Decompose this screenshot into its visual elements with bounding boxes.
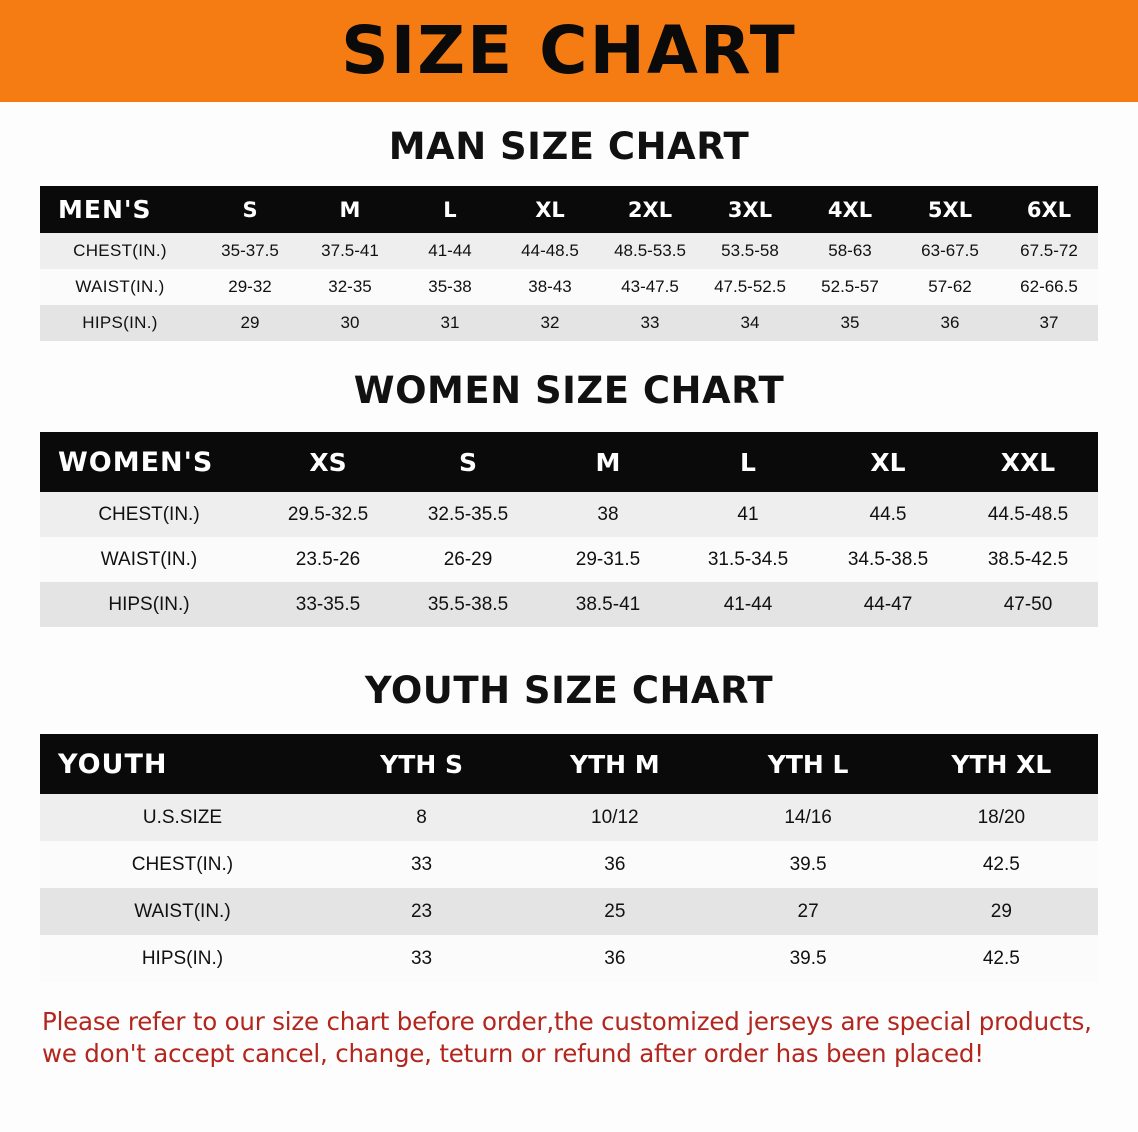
- women-cell: 44-47: [863, 593, 913, 615]
- youth-col-header: YTH XL: [905, 734, 1098, 794]
- women-cell: 38: [597, 503, 619, 525]
- table-row: [40, 537, 1098, 582]
- youth-cell: 39.5: [789, 853, 827, 875]
- men-col-header: 4XL: [800, 186, 900, 233]
- women-cell: 47-50: [1003, 593, 1053, 615]
- men-cell: 58-63: [828, 241, 872, 260]
- youth-row-label: U.S.SIZE: [142, 806, 223, 828]
- men-cell: 47.5-52.5: [714, 277, 786, 296]
- youth-cell: 33: [410, 853, 433, 875]
- disclaimer-note: [42, 1006, 1096, 1071]
- table-header-row: [40, 734, 1098, 794]
- youth-cell: 33: [410, 947, 433, 969]
- youth-table-head: [40, 734, 1098, 794]
- women-cell: 38.5-41: [575, 593, 641, 615]
- men-cell: 37: [1039, 313, 1059, 332]
- table-row: [40, 841, 1098, 888]
- men-cell: 32-35: [328, 277, 372, 296]
- women-col-header: XXL: [958, 432, 1098, 492]
- youth-size-table: [40, 734, 1098, 982]
- youth-cell: 10/12: [591, 806, 639, 828]
- women-cell: 31.5-34.5: [707, 548, 789, 570]
- table-row: [40, 935, 1098, 982]
- youth-row-label: HIPS(IN.): [141, 947, 224, 969]
- women-table-head: [40, 432, 1098, 492]
- women-cell: 35.5-38.5: [427, 593, 509, 615]
- men-corner-label: MEN'S: [40, 186, 200, 233]
- men-cell: 52.5-57: [821, 277, 879, 296]
- women-col-header: M: [538, 432, 678, 492]
- table-header-row: [40, 186, 1098, 233]
- men-col-header: 2XL: [600, 186, 700, 233]
- youth-cell: 27: [797, 900, 819, 922]
- women-row-label: CHEST(IN.): [98, 503, 200, 525]
- youth-row-label: WAIST(IN.): [134, 900, 231, 922]
- youth-table-body: [40, 794, 1098, 982]
- man-section-title: MAN SIZE CHART: [388, 125, 750, 168]
- youth-cell: 8: [416, 806, 427, 828]
- table-row: [40, 269, 1098, 305]
- men-col-header: M: [300, 186, 400, 233]
- men-cell: 34: [740, 313, 760, 332]
- table-row: [40, 492, 1098, 537]
- men-size-table: [40, 186, 1098, 341]
- women-corner-label: WOMEN'S: [40, 432, 258, 492]
- men-cell: 33: [640, 313, 660, 332]
- women-col-header: XS: [258, 432, 398, 492]
- men-row-label: CHEST(IN.): [73, 241, 167, 260]
- women-cell: 34.5-38.5: [847, 548, 929, 570]
- women-cell: 29.5-32.5: [287, 503, 369, 525]
- men-cell: 30: [340, 313, 360, 332]
- men-row-label: HIPS(IN.): [82, 313, 158, 332]
- men-cell: 29: [240, 313, 260, 332]
- page-banner: [0, 0, 1138, 102]
- men-table-body: [40, 233, 1098, 341]
- men-col-header: L: [400, 186, 500, 233]
- women-col-header: S: [398, 432, 538, 492]
- table-row: [40, 233, 1098, 269]
- women-cell: 26-29: [443, 548, 493, 570]
- men-cell: 32: [540, 313, 560, 332]
- men-cell: 48.5-53.5: [614, 241, 686, 260]
- table-row: [40, 305, 1098, 341]
- women-cell: 44.5: [869, 503, 907, 525]
- women-table-wrap: [40, 432, 1098, 627]
- men-cell: 57-62: [928, 277, 972, 296]
- table-row: [40, 582, 1098, 627]
- youth-cell: 18/20: [977, 806, 1026, 828]
- table-row: [40, 888, 1098, 935]
- youth-cell: 42.5: [982, 947, 1020, 969]
- youth-cell: 42.5: [982, 853, 1020, 875]
- women-size-table: [40, 432, 1098, 627]
- men-cell: 35-38: [428, 277, 472, 296]
- men-cell: 29-32: [228, 277, 272, 296]
- table-row: [40, 794, 1098, 841]
- youth-cell: 25: [604, 900, 626, 922]
- disclaimer-line-1: Please refer to our size chart before order,the customized jerseys are special products,: [42, 1007, 1092, 1036]
- youth-col-header: YTH M: [518, 734, 711, 794]
- men-cell: 35-37.5: [221, 241, 279, 260]
- women-cell: 33-35.5: [295, 593, 361, 615]
- women-cell: 44.5-48.5: [987, 503, 1069, 525]
- women-col-header: XL: [818, 432, 958, 492]
- disclaimer-line-2: we don't accept cancel, change, teturn or refund after order has been placed!: [42, 1039, 984, 1069]
- men-col-header: XL: [500, 186, 600, 233]
- men-cell: 37.5-41: [321, 241, 379, 260]
- men-cell: 67.5-72: [1020, 241, 1078, 260]
- men-col-header: 5XL: [900, 186, 1000, 233]
- women-cell: 41-44: [723, 593, 773, 615]
- women-col-header: L: [678, 432, 818, 492]
- youth-cell: 23: [410, 900, 433, 922]
- youth-corner-label: YOUTH: [40, 734, 325, 794]
- page-title: SIZE CHART: [341, 12, 797, 89]
- men-cell: 31: [440, 313, 460, 332]
- women-row-label: WAIST(IN.): [100, 548, 198, 570]
- men-cell: 35: [840, 313, 860, 332]
- women-row-label: HIPS(IN.): [108, 593, 190, 615]
- men-cell: 62-66.5: [1020, 277, 1078, 296]
- women-table-body: [40, 492, 1098, 627]
- women-cell: 29-31.5: [575, 548, 641, 570]
- men-cell: 43-47.5: [621, 277, 679, 296]
- men-cell: 53.5-58: [721, 241, 779, 260]
- youth-section-title: YOUTH SIZE CHART: [364, 669, 774, 712]
- youth-table-wrap: [40, 734, 1098, 982]
- men-table-head: [40, 186, 1098, 233]
- women-cell: 38.5-42.5: [987, 548, 1069, 570]
- youth-cell: 14/16: [784, 806, 832, 828]
- men-col-header: 6XL: [1000, 186, 1098, 233]
- men-row-label: WAIST(IN.): [75, 277, 165, 296]
- youth-cell: 36: [604, 947, 626, 969]
- man-table-wrap: [40, 186, 1098, 341]
- men-cell: 44-48.5: [521, 241, 579, 260]
- men-cell: 63-67.5: [921, 241, 979, 260]
- women-section-title: WOMEN SIZE CHART: [353, 369, 785, 412]
- youth-cell: 29: [990, 900, 1012, 922]
- youth-col-header: YTH S: [325, 734, 518, 794]
- men-cell: 41-44: [428, 241, 472, 260]
- youth-col-header: YTH L: [711, 734, 904, 794]
- men-cell: 36: [940, 313, 960, 332]
- table-header-row: [40, 432, 1098, 492]
- youth-cell: 36: [604, 853, 626, 875]
- men-col-header: S: [200, 186, 300, 233]
- men-cell: 38-43: [528, 277, 572, 296]
- women-cell: 23.5-26: [295, 548, 361, 570]
- men-col-header: 3XL: [700, 186, 800, 233]
- women-cell: 32.5-35.5: [427, 503, 509, 525]
- women-cell: 41: [737, 503, 759, 525]
- youth-cell: 39.5: [789, 947, 827, 969]
- youth-row-label: CHEST(IN.): [131, 853, 234, 875]
